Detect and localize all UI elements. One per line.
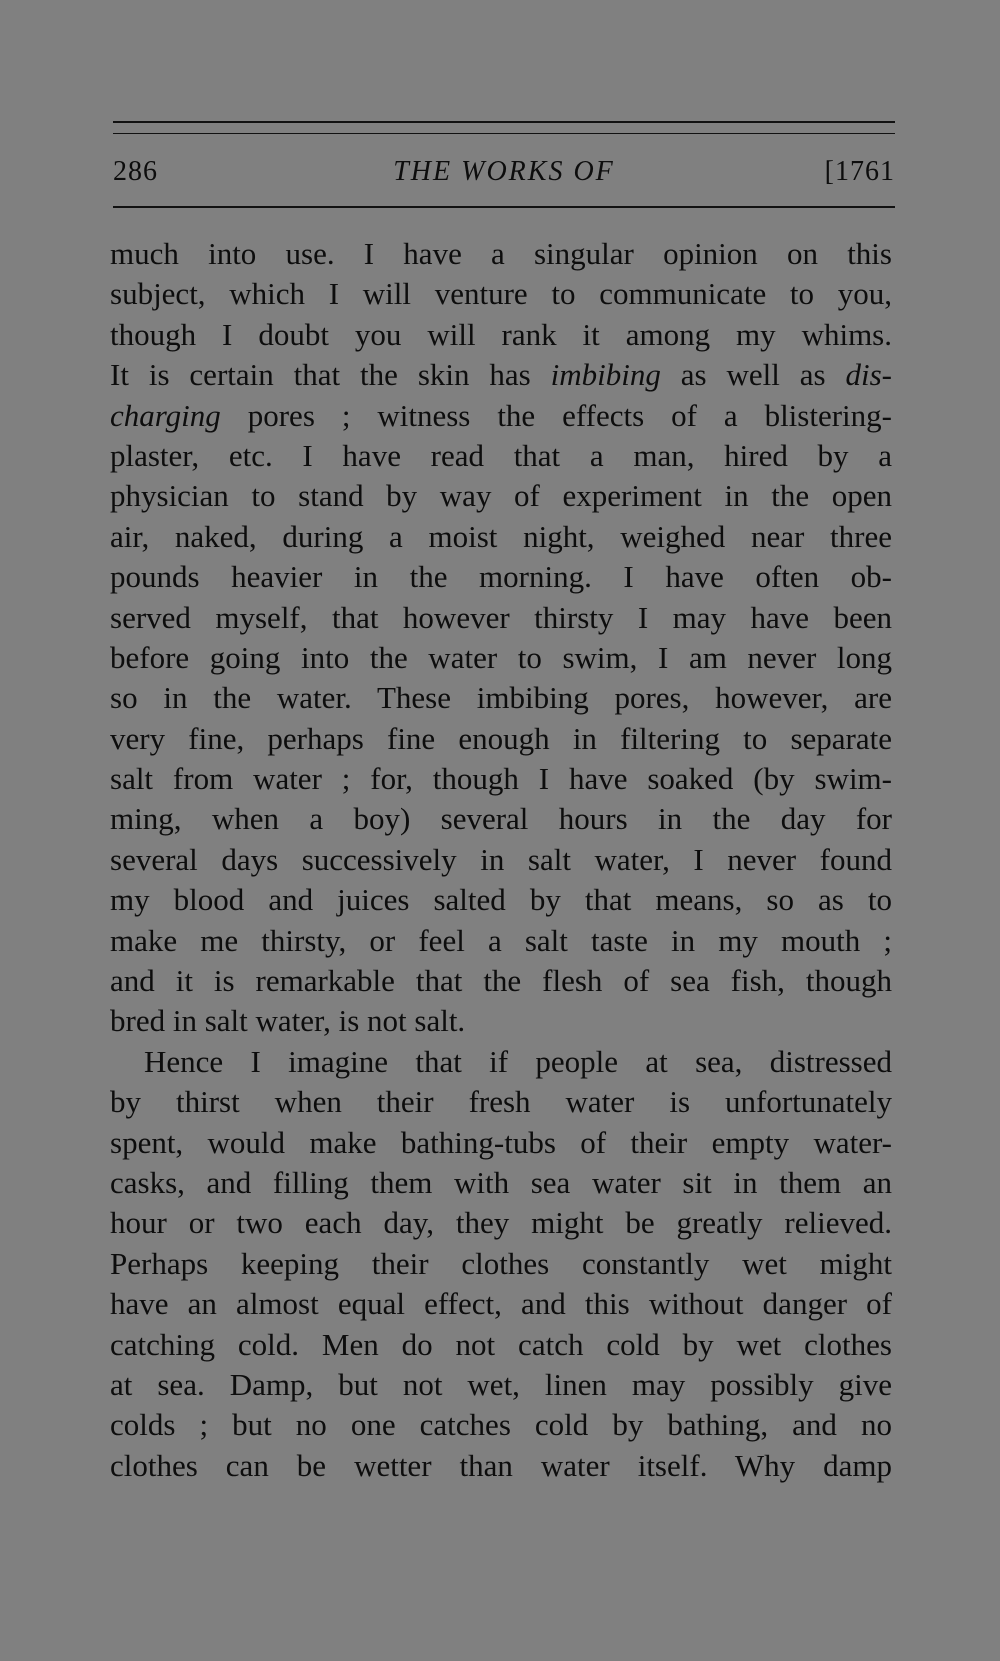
text-line: physician to stand by way of experiment in the open	[110, 478, 892, 514]
running-head	[113, 152, 895, 192]
italic-word: charging	[110, 397, 221, 433]
text-line: Perhaps keeping their clothes constantly wet might	[110, 1245, 892, 1281]
text-line: air, naked, during a moist night, weighed near three	[110, 518, 892, 554]
body-text	[110, 234, 892, 1486]
italic-word: dis-	[845, 357, 892, 393]
text-line: spent, would make bathing-tubs of their empty water-	[110, 1124, 892, 1160]
text-line: though I doubt you will rank it among my whims.	[110, 316, 892, 352]
text-line: clothes can be wetter than water itself. Why damp	[110, 1447, 892, 1483]
text-line: subject, which I will venture to communicate to you,	[110, 276, 892, 312]
text-line: much into use. I have a singular opinion on this	[110, 236, 892, 271]
top-double-rule-lower	[113, 133, 895, 134]
text-line: salt from water ; for, though I have soaked (by swim-	[110, 761, 892, 797]
text-line: at sea. Damp, but not wet, linen may possibly give	[110, 1366, 892, 1402]
paragraph-start-line: Hence I imagine that if people at sea, distressed	[144, 1043, 892, 1079]
year-marker: [1761	[824, 156, 895, 187]
text-line: make me thirsty, or feel a salt taste in my mouth ;	[110, 922, 892, 958]
text-line: served myself, that however thirsty I may have been	[110, 599, 892, 635]
text-line: before going into the water to swim, I am never long	[110, 639, 892, 675]
text-line: several days successively in salt water, I never found	[110, 841, 892, 877]
text-line: colds ; but no one catches cold by bathing, and no	[110, 1407, 892, 1443]
text-line: very fine, perhaps fine enough in filtering to separate	[110, 720, 892, 756]
text-line: It is certain that the skin has imbibing as well as dis-	[110, 357, 892, 393]
top-double-rule-upper	[113, 121, 895, 123]
paragraph-end-line: bred in salt water, is not salt.	[110, 1003, 466, 1039]
italic-word: imbibing	[550, 357, 661, 393]
text-line: by thirst when their fresh water is unfortunately	[110, 1084, 892, 1120]
running-title: THE WORKS OF	[393, 156, 615, 187]
text-line: have an almost equal effect, and this without danger of	[110, 1286, 892, 1322]
text-line: charging pores ; witness the effects of a blistering-	[110, 397, 892, 433]
text-line: pounds heavier in the morning. I have often ob-	[110, 559, 892, 595]
text-line: hour or two each day, they might be greatly relieved.	[110, 1205, 892, 1241]
text-line: and it is remarkable that the flesh of sea fish, though	[110, 963, 892, 999]
text-line: so in the water. These imbibing pores, however, are	[110, 680, 892, 716]
page-number: 286	[113, 156, 158, 187]
text-line: my blood and juices salted by that means, so as to	[110, 882, 892, 918]
header-rule	[113, 206, 895, 208]
text-line: casks, and filling them with sea water sit in them an	[110, 1164, 892, 1200]
text-line: catching cold. Men do not catch cold by wet clothes	[110, 1326, 892, 1362]
text-line: ming, when a boy) several hours in the day for	[110, 801, 892, 837]
text-line: plaster, etc. I have read that a man, hired by a	[110, 437, 892, 473]
